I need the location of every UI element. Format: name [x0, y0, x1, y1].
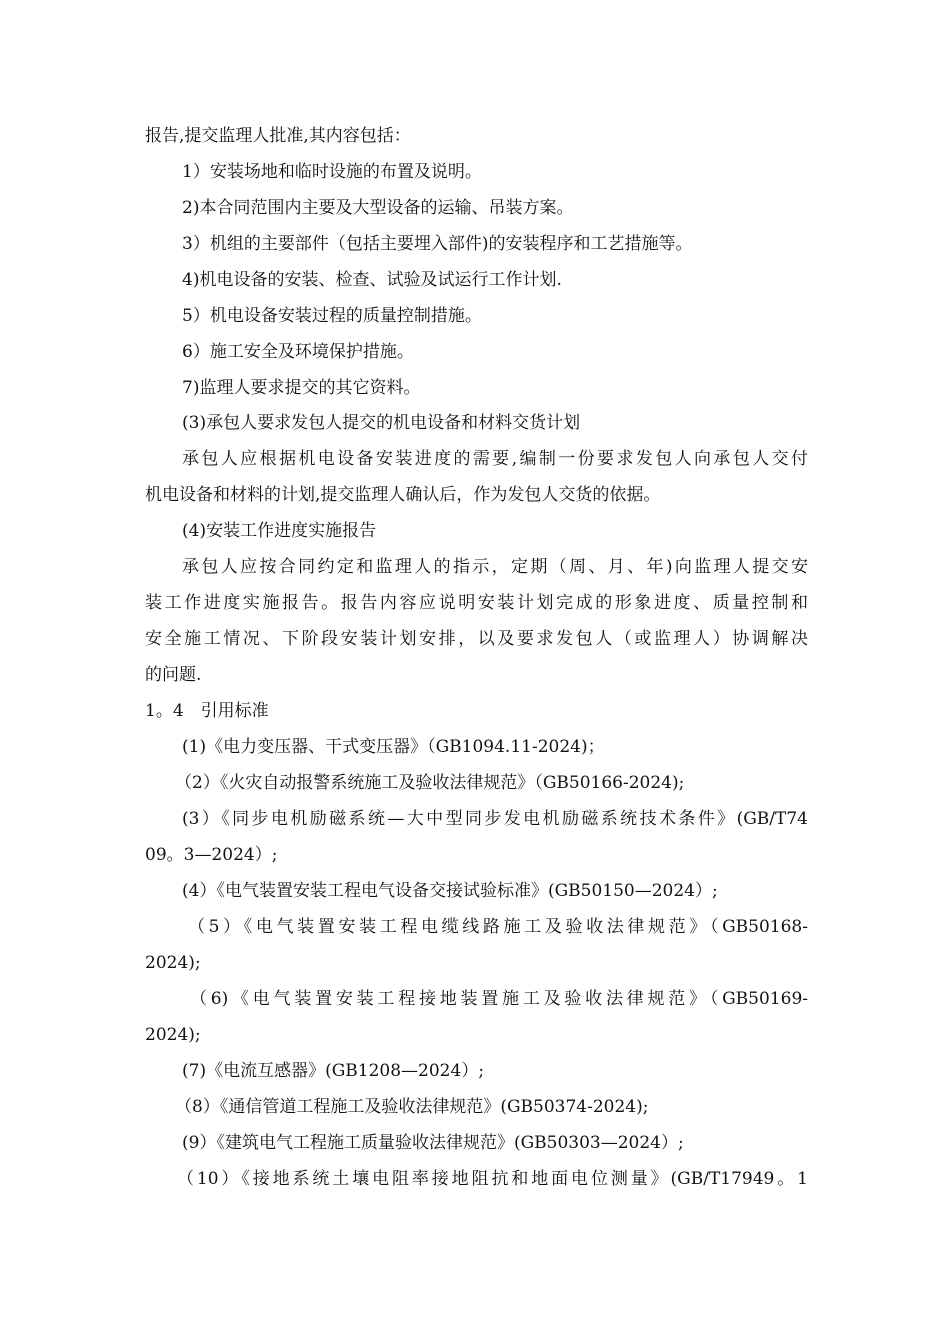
standard-item-continuation: 09。3—2024）; — [145, 845, 278, 865]
standard-item: (3）《同步电机励磁系统—大中型同步发电机励磁系统技术条件》(GB/T74 — [182, 809, 808, 829]
list-item: 4)机电设备的安装、检查、试验及试运行工作计划. — [182, 270, 562, 290]
list-item: 3）机组的主要部件（包括主要埋入部件)的安装程序和工艺措施等。 — [182, 234, 693, 254]
standard-item-continuation: 2024); — [145, 953, 201, 973]
paragraph-line: 承包人应按合同约定和监理人的指示，定期（周、月、年)向监理人提交安 — [182, 557, 808, 577]
list-item: 1）安装场地和临时设施的布置及说明。 — [182, 162, 482, 182]
paragraph-line: 的问题. — [145, 665, 202, 685]
text-line: 报告,提交监理人批准,其内容包括： — [145, 126, 411, 146]
standard-item: （6)《电气装置安装工程接地装置施工及验收法律规范》（GB50169- — [190, 989, 808, 1009]
list-item: 7)监理人要求提交的其它资料。 — [182, 378, 421, 398]
section-title: 1。4 引用标准 — [145, 701, 269, 721]
standard-item: (7)《电流互感器》(GB1208—2024）; — [182, 1061, 485, 1081]
standard-item: (4）《电气装置安装工程电气设备交接试验标准》(GB50150—2024）; — [182, 881, 718, 901]
standard-item: (9）《建筑电气工程施工质量验收法律规范》(GB50303—2024）; — [182, 1133, 684, 1153]
list-item: 2)本合同范围内主要及大型设备的运输、吊装方案。 — [182, 198, 574, 218]
standard-item-continuation: 2024); — [145, 1025, 201, 1045]
list-item: 5）机电设备安装过程的质量控制措施。 — [182, 306, 482, 326]
standard-item: （5）《电气装置安装工程电缆线路施工及验收法律规范》（GB50168- — [188, 917, 808, 937]
paragraph-line: 装工作进度实施报告。报告内容应说明安装计划完成的形象进度、质量控制和 — [145, 593, 808, 613]
standard-item: （2）《火灾自动报警系统施工及验收法律规范》（GB50166-2024); — [175, 773, 685, 793]
paragraph-line: 机电设备和材料的计划,提交监理人确认后，作为发包人交货的依据。 — [145, 485, 661, 505]
section-heading: (4)安装工作进度实施报告 — [182, 521, 377, 541]
paragraph-line: 承包人应根据机电设备安装进度的需要,编制一份要求发包人向承包人交付 — [182, 449, 808, 469]
standard-item: (1)《电力变压器、干式变压器》（GB1094.11-2024)； — [182, 737, 605, 757]
standard-item: （10）《接地系统土壤电阻率接地阻抗和地面电位测量》(GB/T17949。1 — [177, 1169, 808, 1189]
paragraph-line: 安全施工情况、下阶段安装计划安排，以及要求发包人（或监理人）协调解决 — [145, 629, 808, 649]
list-item: 6）施工安全及环境保护措施。 — [182, 342, 414, 362]
standard-item: （8）《通信管道工程施工及验收法律规范》(GB50374-2024); — [175, 1097, 649, 1117]
section-heading: (3)承包人要求发包人提交的机电设备和材料交货计划 — [182, 413, 581, 433]
